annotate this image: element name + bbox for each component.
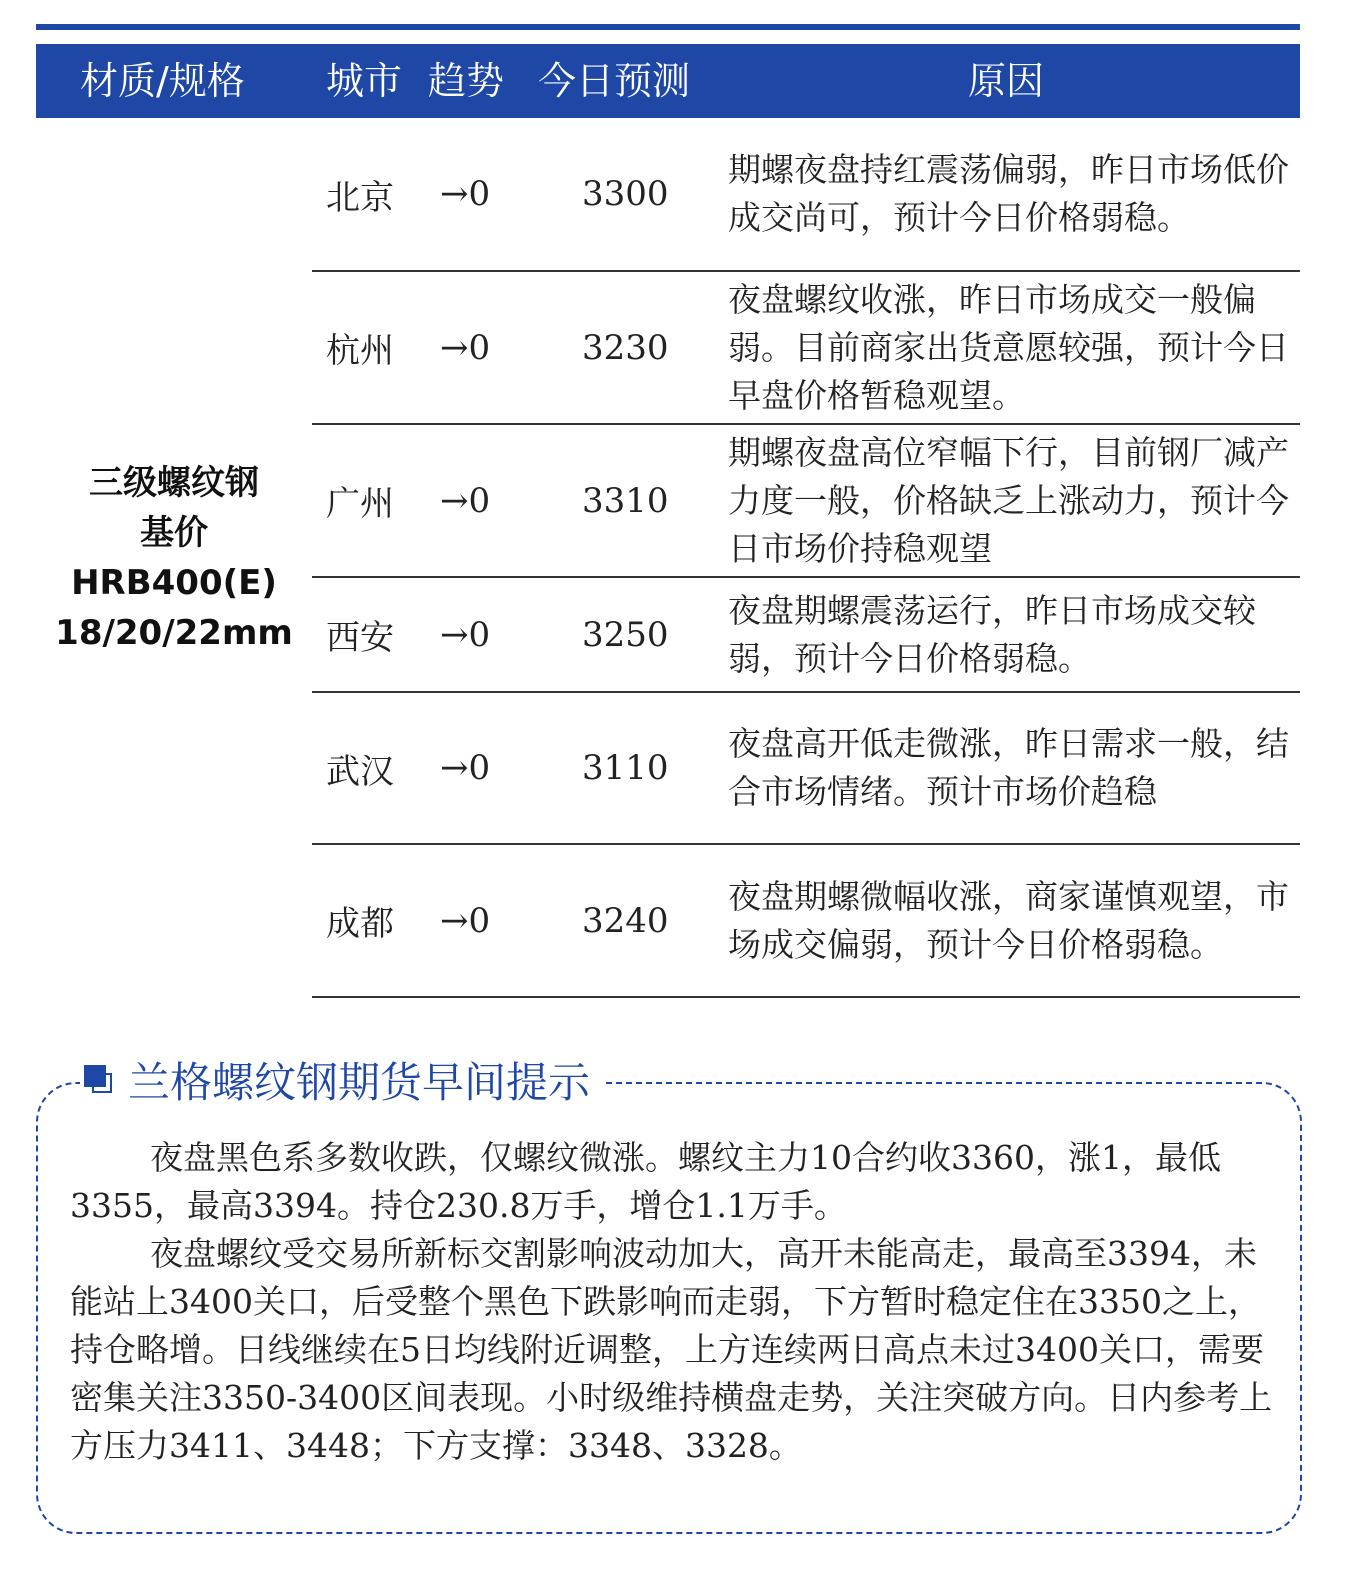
- material-spec-cell: [36, 118, 312, 998]
- table-row: [312, 693, 1300, 845]
- material-grade: HRB400(E): [71, 563, 277, 603]
- city-cell: 成都: [326, 904, 394, 944]
- prediction-cell: 3110: [582, 748, 669, 788]
- reason-cell: [728, 578, 1300, 691]
- trend-cell: →0: [440, 900, 491, 941]
- paragraph-1: 夜盘黑色系多数收跌，仅螺纹微涨。螺纹主力10合约收3360，涨1，最低3355，最高3394。持仓230.8万手，增仓1.1万手。: [70, 1138, 1221, 1225]
- prediction-cell: 3240: [582, 900, 669, 941]
- reason-text: 期螺夜盘高位窄幅下行，目前钢厂减产力度一般，价格缺乏上涨动力，预计今日市场价持稳观望: [728, 432, 1289, 568]
- table-row: [312, 845, 1300, 998]
- reason-text: 夜盘高开低走微涨，昨日需求一般，结合市场情绪。预计市场价趋稳: [728, 724, 1289, 811]
- reason-cell: [728, 845, 1300, 996]
- section-title-text: 兰格螺纹钢期货早间提示: [128, 1058, 591, 1107]
- reason-cell: [728, 425, 1300, 576]
- paragraph-2: 夜盘螺纹受交易所新标交割影响波动加大，高开未能高走，最高至3394，未能站上3400关口，后受整个黑色下跌影响而走弱，下方暂时稳定住在3350之上，持仓略增。日线继续在5日均线附近调整，上方连续两日高点未过3400关口，需要密集关注3350-3400区间表现。小时级维持横盘走势，关注突破方向。日内参考上方压力3411、3448；下方支撑：3348、3328。: [70, 1234, 1273, 1465]
- city-cell: 北京: [326, 177, 394, 218]
- header-city: 城市: [326, 59, 403, 103]
- header-prediction: 今日预测: [538, 59, 691, 103]
- reason-cell: [728, 118, 1300, 270]
- reason-text: 夜盘期螺震荡运行，昨日市场成交较弱，预计今日价格弱稳。: [728, 590, 1256, 678]
- material-name: 三级螺纹钢: [89, 463, 259, 503]
- prediction-cell: 3230: [582, 327, 669, 368]
- trend-cell: →0: [440, 614, 491, 655]
- prediction-cell: 3310: [582, 480, 669, 521]
- material-diameter: 18/20/22mm: [55, 613, 293, 653]
- table-row: [312, 578, 1300, 693]
- city-cell: 西安: [326, 618, 394, 658]
- table-header: [36, 44, 1300, 118]
- city-cell: 武汉: [326, 751, 394, 792]
- city-cell: 广州: [326, 484, 394, 524]
- trend-cell: →0: [440, 327, 491, 368]
- trend-cell: →0: [440, 174, 491, 214]
- table-row: [312, 425, 1300, 578]
- header-material: 材质/规格: [80, 59, 245, 103]
- table-row: [312, 118, 1300, 272]
- trend-cell: →0: [440, 480, 491, 521]
- material-price-type: 基价: [140, 513, 208, 553]
- reason-text: 期螺夜盘持红震荡偏弱，昨日市场低价成交尚可，预计今日价格弱稳。: [728, 150, 1289, 237]
- header-reason: 原因: [968, 59, 1045, 103]
- prediction-cell: 3250: [582, 614, 669, 655]
- reason-text: 夜盘期螺微幅收涨，商家谨慎观望，市场成交偏弱，预计今日价格弱稳。: [728, 876, 1289, 964]
- trend-cell: →0: [440, 748, 491, 788]
- header-trend: 趋势: [428, 59, 505, 103]
- reason-cell: [728, 272, 1300, 423]
- prediction-cell: 3300: [582, 174, 669, 214]
- reason-text: 夜盘螺纹收涨，昨日市场成交一般偏弱。目前商家出货意愿较强，预计今日早盘价格暂稳观望。: [728, 279, 1289, 415]
- section-title: [80, 1052, 604, 1108]
- city-cell: 杭州: [326, 331, 394, 371]
- square-bullet-icon: [84, 1065, 114, 1095]
- top-accent-line: [36, 24, 1300, 30]
- table-row: [312, 272, 1300, 425]
- futures-tip-text: [70, 1134, 1280, 1470]
- reason-cell: [728, 693, 1300, 843]
